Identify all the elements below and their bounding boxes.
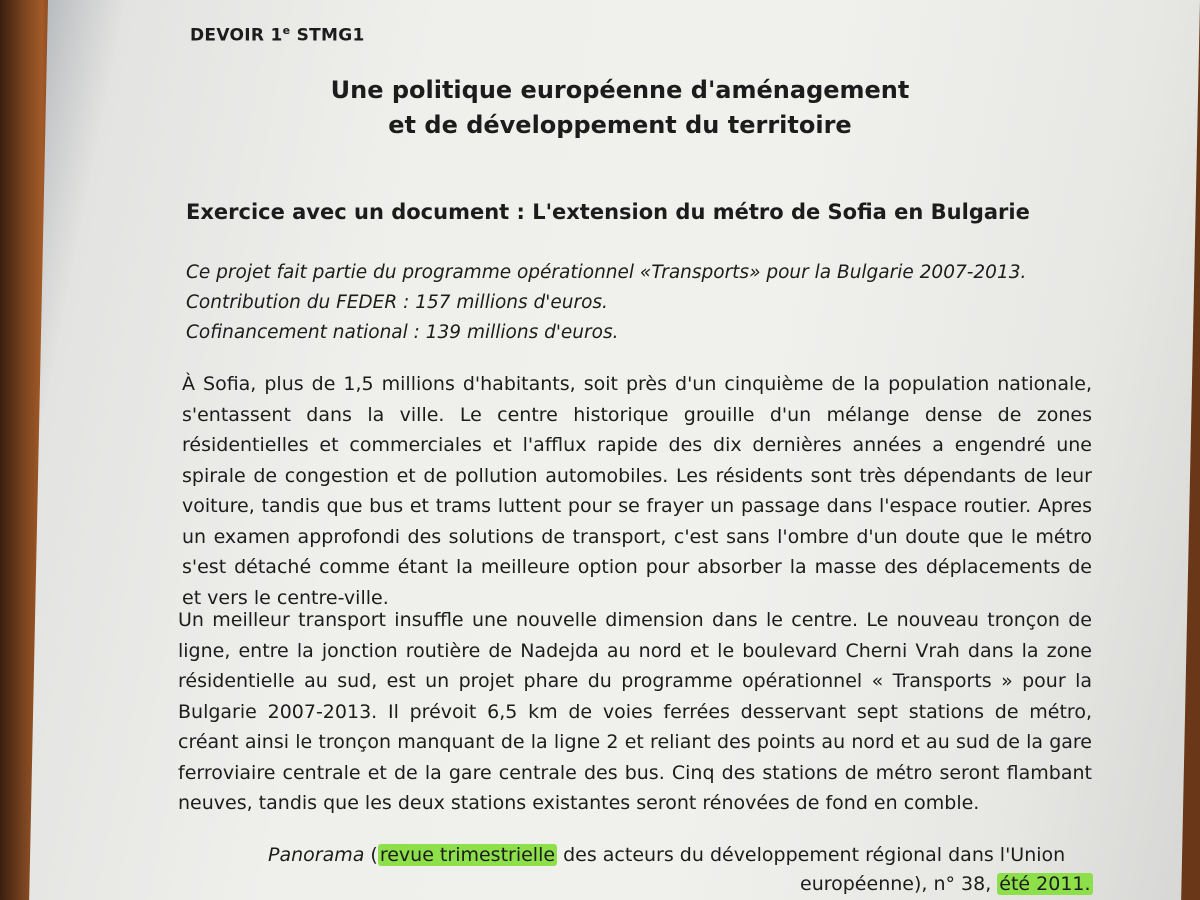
source-issue: européenne), n° 38, bbox=[800, 873, 998, 895]
intro-line: Ce projet fait partie du programme opérationnel «Transports» pour la Bulgarie 2007-2013. bbox=[186, 262, 1027, 283]
assignment-header bbox=[190, 24, 365, 46]
highlight-revue-trimestrielle: revue trimestrielle bbox=[379, 844, 556, 866]
header-prefix: DEVOIR 1 bbox=[190, 25, 283, 46]
source-citation-line-1 bbox=[268, 844, 1065, 866]
highlight-date: été 2011. bbox=[999, 873, 1091, 895]
page-title-line-1: Une politique européenne d'aménagement bbox=[330, 76, 910, 104]
body-paragraph-2: Un meilleur transport insuffle une nouvelle dimension dans le centre. Le nouveau tronçon de ligne, entre la jonction routière de Nadejda au nord et le boulevard Cherni Vrah dans la zone résidentielle au sud, est un projet phare du programme opérationnel « Transports » pour la Bulgarie 2007-2013. Il prévoit 6,5 km de voies ferrées desservant sept stations de métro, créant ainsi le tronçon manquant de la ligne 2 et reliant des points au nord et au sud de la gare ferroviaire centrale et de la gare centrale des bus. Cinq des stations de métro seront flambant neuves, tandis que les deux stations existantes seront rénovées de fond en comble. bbox=[178, 609, 1092, 814]
source-citation-line-2 bbox=[800, 873, 1093, 895]
source-paren: ( bbox=[364, 844, 378, 866]
intro-line: Contribution du FEDER : 157 millions d'euros. bbox=[186, 292, 608, 313]
page-title-line-2: et de développement du territoire bbox=[388, 111, 852, 139]
exercise-heading: Exercice avec un document : L'extension du métro de Sofia en Bulgarie bbox=[186, 200, 1030, 224]
source-journal: Panorama bbox=[268, 844, 365, 866]
intro-line: Cofinancement national : 139 millions d'euros. bbox=[186, 322, 619, 343]
header-suffix: STMG1 bbox=[290, 25, 365, 46]
body-paragraph-1: À Sofia, plus de 1,5 millions d'habitants, soit près d'un cinquième de la population nationale, s'entassent dans la ville. Le centre historique grouille d'un mélange dense de zones résidentielles et commerciales et l'afflux rapide des dix dernières années a engendré une spirale de congestion et de pollution automobiles. Les résidents sont très dépendants de leur voiture, tandis que bus et trams luttent pour se frayer un passage dans l'espace routier. Apres un examen approfondi des solutions de transport, c'est sans l'ombre d'un doute que le métro s'est détaché comme étant la meilleure option pour absorber la masse des déplacements de et vers le centre-ville. bbox=[182, 373, 1092, 609]
header-superscript: e bbox=[282, 24, 291, 37]
source-rest: des acteurs du développement régional dans l'Union bbox=[557, 844, 1066, 866]
